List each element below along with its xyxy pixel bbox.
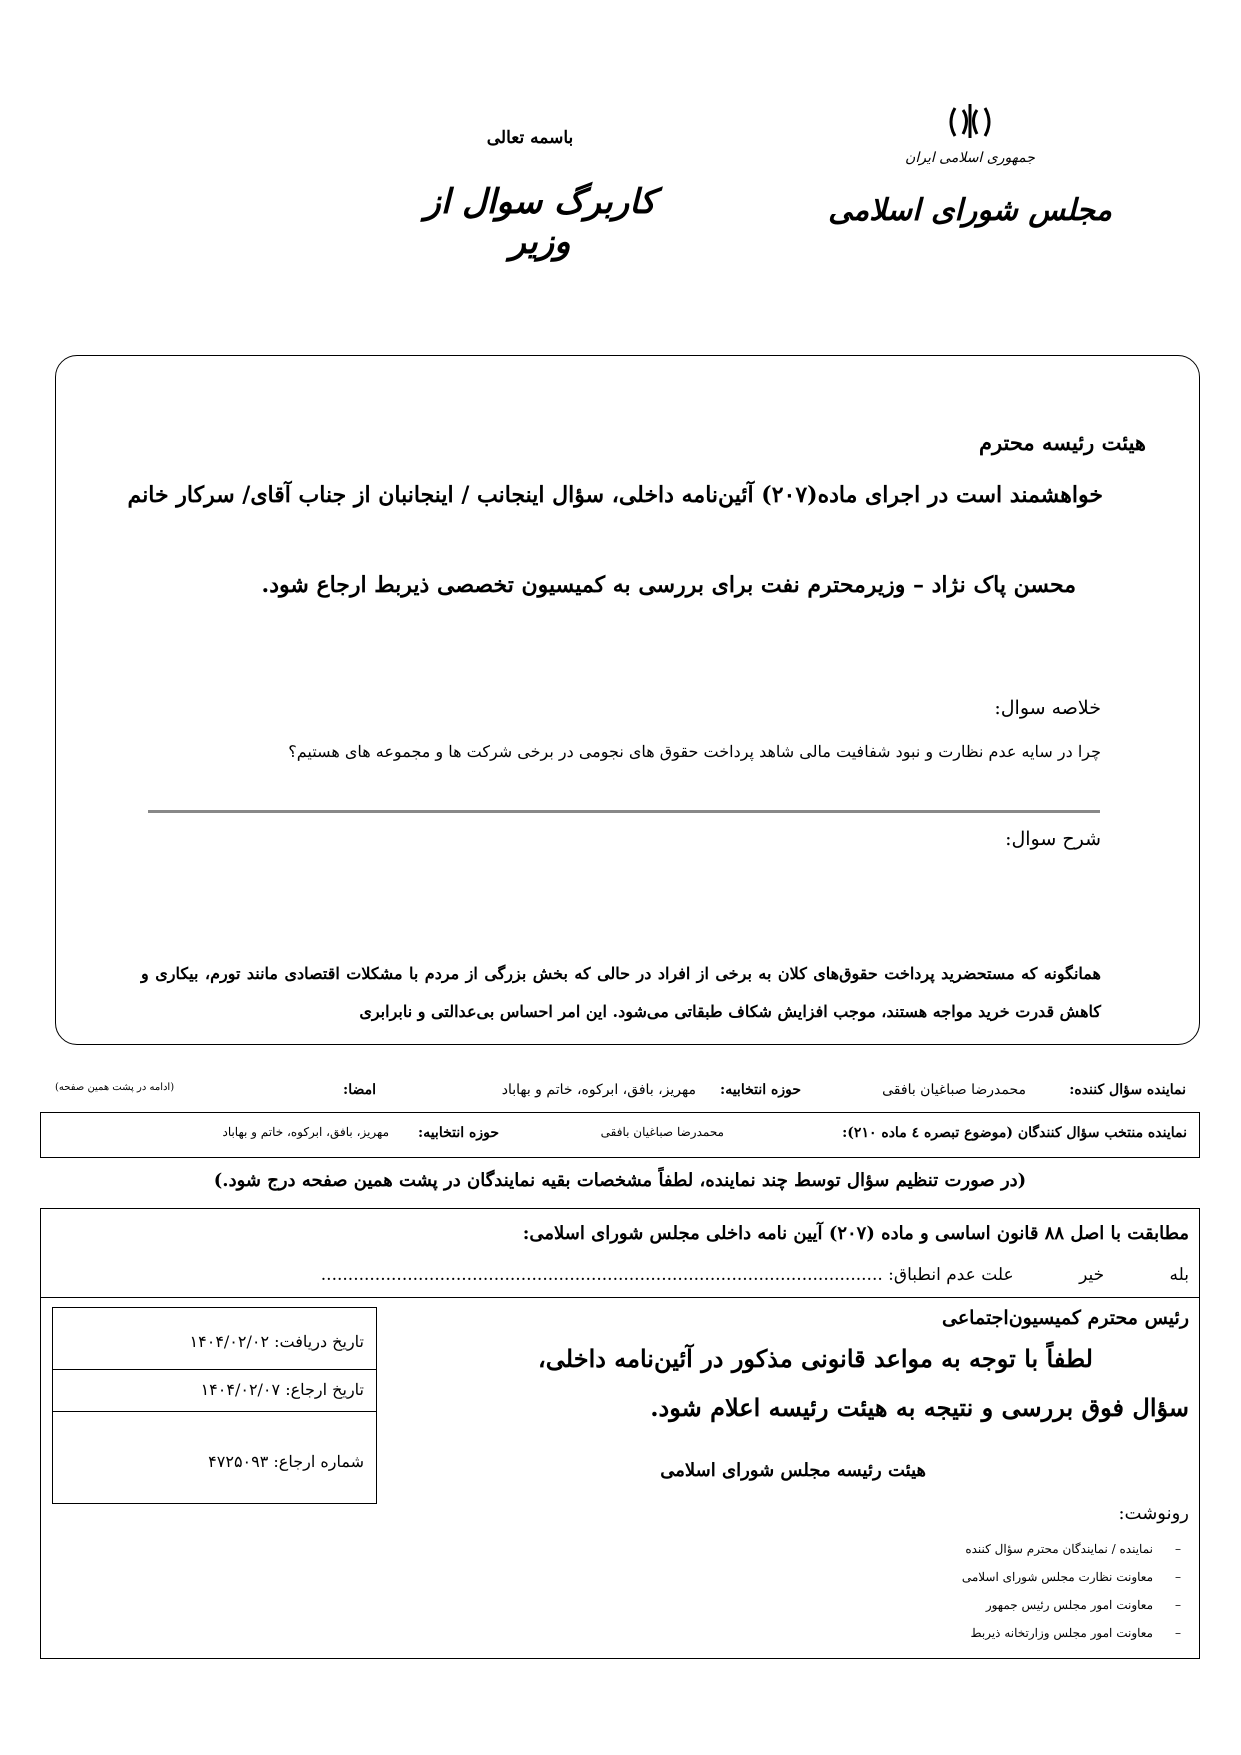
emblem-icon bbox=[828, 100, 1112, 280]
cc-item: – معاونت نظارت مجلس شورای اسلامی bbox=[962, 1563, 1181, 1591]
commission-addressee: رئیس محترم کمیسیون‌اجتماعی bbox=[942, 1307, 1189, 1329]
cc-item: – معاونت امور مجلس رئیس جمهور bbox=[962, 1591, 1181, 1619]
compliance-options bbox=[261, 1265, 1189, 1285]
compliance-statement: مطابقت با اصل ۸۸ قانون اساسی و ماده (۲۰۷) آیین نامه داخلی مجلس شورای اسلامی: bbox=[522, 1223, 1189, 1244]
selected-district-label: حوزه انتخابیه: bbox=[418, 1125, 499, 1141]
date-received: تاریخ دریافت: ۱۴۰۴/۰۲/۰۲ bbox=[53, 1308, 376, 1370]
basmala: باسمه تعالی bbox=[486, 128, 574, 148]
compliance-no: خیر bbox=[1079, 1265, 1105, 1285]
continued-note: (ادامه در پشت همین صفحه) bbox=[55, 1082, 175, 1093]
addressee: هیئت رئیسه محترم bbox=[978, 430, 1146, 455]
minister-line bbox=[262, 572, 1076, 598]
date-referred: تاریخ ارجاع: ۱۴۰۴/۰۲/۰۷ bbox=[53, 1370, 376, 1412]
summary-label: خلاصه سوال: bbox=[994, 697, 1101, 719]
referral-text: برای بررسی به کمیسیون تخصصی ذیربط ارجاع شود. bbox=[261, 572, 754, 598]
divider bbox=[148, 810, 1100, 813]
presiding-board-signature: هیئت رئیسه مجلس شورای اسلامی bbox=[660, 1460, 926, 1481]
cc-label: رونوشت: bbox=[1118, 1503, 1189, 1524]
dates-table bbox=[52, 1307, 377, 1504]
cc-list bbox=[962, 1535, 1181, 1647]
rep-label: نماینده سؤال کننده: bbox=[1069, 1082, 1186, 1098]
instruction-line-1: لطفاً با توجه به مواعد قانونی مذکور در آئین‌نامه داخلی، bbox=[538, 1344, 1093, 1373]
instruction-line-2: سؤال فوق بررسی و نتیجه به هیئت رئیسه اعلام شود. bbox=[650, 1393, 1189, 1422]
multi-rep-note: (در صورت تنظیم سؤال توسط چند نماینده، لطفاً مشخصات بقیه نمایندگان در پشت همین صفحه درج شود.) bbox=[213, 1170, 1027, 1191]
compliance-reason: علت عدم انطباق: ........................................................................................................ bbox=[320, 1265, 1014, 1285]
form-title: کاربرگ سوال از وزیر bbox=[424, 182, 656, 262]
explain-text: همانگونه که مستحضرید پرداخت حقوق‌های کلان به برخی از افراد در حالی که بخش بزرگی از مردم با مشکلات اقتصادی مانند تورم، بیکاری و کاهش قدرت خرید مواجه هستند، موجب افزایش شکاف طبقاتی می‌شود. این امر احساس بی‌عدالتی و نابرابری bbox=[141, 964, 1101, 1021]
selected-district: مهریز، بافق، ابرکوه، خاتم و بهاباد bbox=[222, 1125, 389, 1139]
compliance-yes: بله bbox=[1169, 1265, 1189, 1285]
selected-representative-row bbox=[40, 1112, 1200, 1158]
summary-text: چرا در سایه عدم نظارت و نبود شفافیت مالی شاهد پرداخت حقوق های نجومی در برخی شرکت ها و مجموعه های هستیم؟ bbox=[288, 742, 1101, 761]
rep-name: محمدرضا صباغیان بافقی bbox=[882, 1082, 1026, 1098]
reference-number: شماره ارجاع: ۴۷۲۵۰۹۳ bbox=[208, 1452, 364, 1471]
svg-text:جمهوری اسلامی ایران: جمهوری اسلامی ایران bbox=[905, 150, 1035, 166]
district-label: حوزه انتخابیه: bbox=[720, 1082, 801, 1098]
selected-rep-label: نماینده منتخب سؤال کنندگان (موضوع تبصره ٤ ماده ۲۱۰): bbox=[842, 1125, 1187, 1141]
minister-name: محسن پاک نژاد – وزیرمحترم نفت bbox=[760, 572, 1076, 598]
sign-label: امضا: bbox=[343, 1082, 376, 1098]
intro-text: خواهشمند است در اجرای ماده(۲۰۷) آئین‌نامه داخلی، سؤال اینجانب / اینجانبان از جناب آقای/ سرکار خانم bbox=[127, 482, 1103, 508]
explain-label: شرح سوال: bbox=[1005, 828, 1101, 850]
cc-item: – نماینده / نمایندگان محترم سؤال کننده bbox=[962, 1535, 1181, 1563]
cc-item: – معاونت امور مجلس وزارتخانه ذیربط bbox=[962, 1619, 1181, 1647]
representative-row bbox=[55, 1082, 1186, 1110]
svg-text:مجلس شورای اسلامی: مجلس شورای اسلامی bbox=[828, 193, 1112, 228]
parliament-logo bbox=[828, 100, 1112, 280]
selected-rep-name: محمدرضا صباغیان بافقی bbox=[600, 1125, 724, 1139]
district: مهریز، بافق، ابرکوه، خاتم و بهاباد bbox=[501, 1082, 696, 1098]
